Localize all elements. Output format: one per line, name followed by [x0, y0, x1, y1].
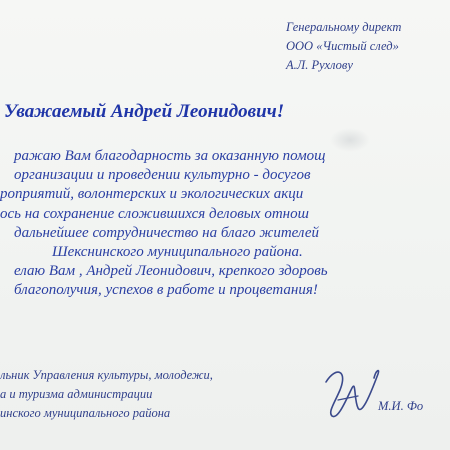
- body-line: организации и проведении культурно - досугов: [14, 167, 311, 184]
- addressee-block: [286, 18, 450, 75]
- signer-position-line: льник Управления культуры, молодежи,: [0, 368, 213, 382]
- addressee-company: ООО «Чистый след»: [286, 39, 399, 53]
- body-line: Шекснинского муниципального района.: [52, 244, 303, 261]
- body-line: ражаю Вам благодарность за оказанную помощ: [14, 148, 326, 164]
- body-line: благополучия, успехов в работе и процветания!: [14, 282, 318, 299]
- body-line: роприятий, волонтерских и экологических акци: [0, 186, 304, 203]
- body-line: дальнейшее сотрудничество на благо жителей: [14, 224, 320, 241]
- body-line: елаю Вам , Андрей Леонидович, крепкого здоровь: [14, 263, 328, 280]
- addressee-title: Генеральному директ: [286, 20, 402, 34]
- signer-position-line: а и туризма администрации: [0, 387, 153, 401]
- salutation: Уважаемый Андрей Леонидович!: [4, 101, 285, 122]
- body-line: ось на сохранение сложившихся деловых отнош: [0, 205, 309, 222]
- signer-name: М.И. Фо: [378, 399, 424, 413]
- letter-body: [0, 147, 450, 301]
- handwritten-signature: [318, 360, 398, 430]
- signature-block: [0, 366, 330, 423]
- signer-position-line: инского муниципального района: [0, 406, 171, 420]
- addressee-name: А.Л. Рухлову: [286, 58, 353, 72]
